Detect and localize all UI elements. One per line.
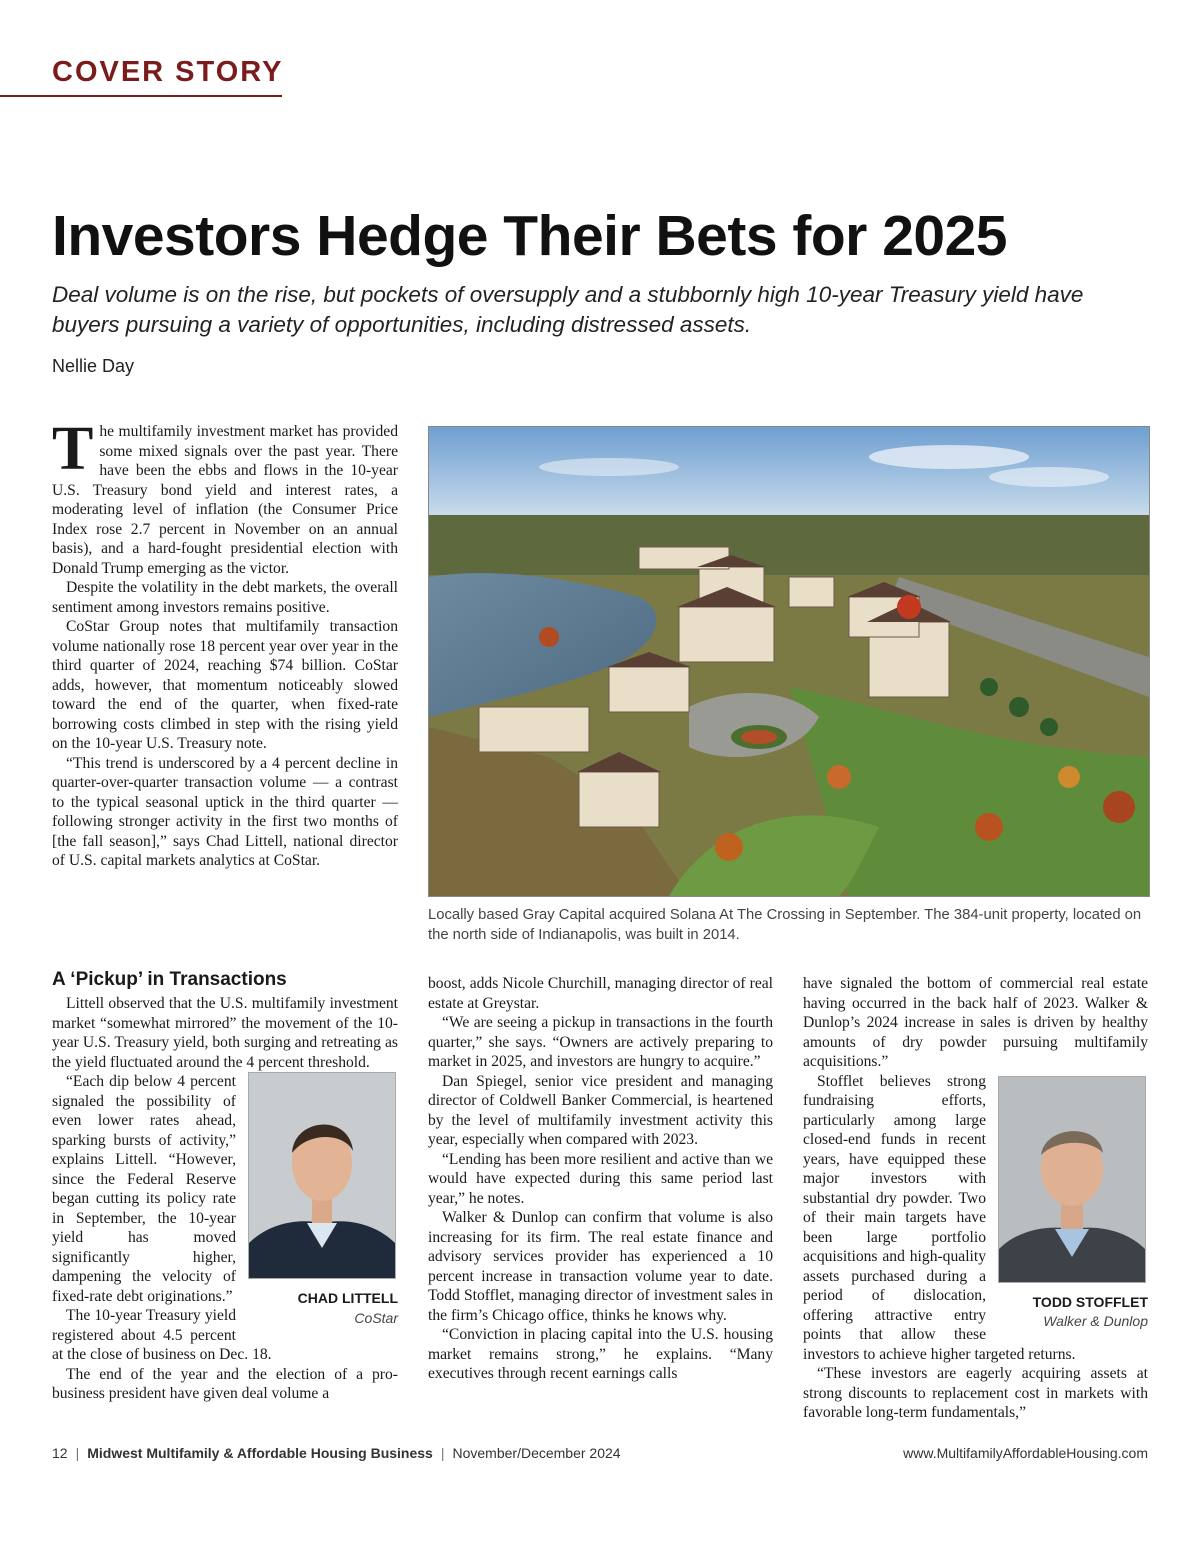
- paragraph: Stofflet believes strong fundraising efforts, particularly among large closed-end funds in recent years, have equipped these major investors with substantial dry powder. Two of their main targets have been large portfolio acquisitions and high-quality assets purchased during a period of dislocation, offering attractive entry points that allow these investors to achieve higher targeted returns.: [803, 1072, 1076, 1363]
- headshot-block-littell: [248, 1072, 398, 1328]
- paragraph: CoStar Group notes that multifamily transaction volume nationally rose 18 percent year over year in the third quarter of 2024, reaching $74 billion. CoStar adds, however, that momentum noticeably slowed toward the end of the quarter, when fixed-rate borrowing costs climbed in step with the rising yield on the 10-year U.S. Treasury note.: [52, 618, 398, 752]
- paragraph: Littell observed that the U.S. multifamily investment market “somewhat mirrored” the movement of the 10-year U.S. Treasury yield, both surging and retreating as the yield fluctuated around the 4 percent threshold.: [52, 995, 398, 1071]
- paragraph: The end of the year and the election of a pro-business president have given deal volume a: [52, 1365, 398, 1402]
- paragraph: “This trend is underscored by a 4 percent decline in quarter-over-quarter transaction volume — a contrast to the typical seasonal uptick in the third quarter — following stronger activity in the first two months of [the fall season],” says Chad Littell, national director of U.S. capital markets analytics at CoStar.: [52, 754, 398, 869]
- paragraph: “Each dip below 4 percent signaled the possibility of even lower rates ahead, sparking bursts of activity,” explains Littell. “However, since the Federal Reserve began cutting its policy rate in September, the 10-year yield has moved significantly higher, dampening the velocity of fixed-rate debt originations.”: [52, 1073, 236, 1305]
- headline: Investors Hedge Their Bets for 2025: [52, 204, 1008, 268]
- headshot-org: CoStar: [354, 1309, 398, 1326]
- byline: Nellie Day: [52, 356, 135, 376]
- headshot-org: Walker & Dunlop: [1043, 1313, 1148, 1329]
- drop-cap: T: [52, 415, 94, 483]
- section-label: COVER STORY: [52, 56, 284, 88]
- paragraph: “These investors are eagerly acquiring assets at strong discounts to replacement cost in markets with favorable long-term fundamentals,”: [803, 1365, 1148, 1421]
- headshot-photo: [248, 1072, 396, 1279]
- paragraph: Walker & Dunlop can confirm that volume is also increasing for its firm. The real estate finance and advisory services provider has experienced a 10 percent increase in transaction volume year to date. Todd Stofflet, managing director of investment sales in the firm’s Chicago office, thinks he knows why.: [428, 1209, 773, 1324]
- footer-url: www.MultifamilyAffordableHousing.com: [903, 1445, 1148, 1461]
- paragraph: “Lending has been more resilient and active than we would have expected during this same period last year,” he notes.: [428, 1150, 773, 1207]
- paragraph: Dan Spiegel, senior vice president and managing director of Coldwell Banker Commercial, is heartened by the level of multifamily investment activity this year, especially when compared with 2023.: [428, 1072, 773, 1148]
- photo-caption: Locally based Gray Capital acquired Solana At The Crossing in September. The 384-unit property, located on the north side of Indianapolis, was built in 2014.: [428, 907, 1142, 943]
- subhead: A ‘Pickup’ in Transactions: [52, 969, 287, 990]
- paragraph: [52, 415, 398, 578]
- headshot-block-stofflet: [998, 1076, 1148, 1332]
- aerial-photo: [428, 426, 1150, 897]
- paragraph: boost, adds Nicole Churchill, managing director of real estate at Greystar.: [428, 975, 773, 1012]
- paragraph-text: he multifamily investment market has provided some mixed signals over the past year. There have been the ebbs and flows in the 10-year U.S. Treasury bond yield and interest rates, a moderating level of inflation (the Consumer Price Index rose 2.7 percent in November on an annual basis), and a hard-fought presidential election with Donald Trump emerging as the victor.: [52, 423, 398, 577]
- paragraph: Despite the volatility in the debt markets, the overall sentiment among investors remains positive.: [52, 579, 398, 616]
- paragraph: The 10-year Treasury yield registered about 4.5 percent at the close of business on Dec. 18.: [52, 1307, 272, 1363]
- headshot-photo: [998, 1076, 1146, 1283]
- headshot-name: CHAD LITTELL: [297, 1290, 398, 1306]
- issue-date: November/December 2024: [452, 1445, 621, 1461]
- footer-left: 12 | Midwest Multifamily & Affordable Housing Business | November/December 2024: [52, 1445, 621, 1461]
- paragraph: “We are seeing a pickup in transactions in the fourth quarter,” she says. “Owners are actively preparing to market in 2025, and investors are hungry to acquire.”: [428, 1014, 773, 1070]
- column-2: [428, 974, 773, 1384]
- paragraph: have signaled the bottom of commercial real estate having occurred in the back half of 2023. Walker & Dunlop’s 2024 increase in sales is driven by healthy amounts of dry powder pursuing multifamily acquisitions.”: [803, 975, 1148, 1070]
- column-1-top: [52, 415, 398, 871]
- page-number: 12: [52, 1445, 68, 1461]
- publication-name: Midwest Multifamily & Affordable Housing Business: [87, 1445, 433, 1461]
- column-3: [803, 974, 1148, 1423]
- deck: Deal volume is on the rise, but pockets of oversupply and a stubbornly high 10-year Treasury yield have buyers pursuing a variety of opportunities, including distressed assets.: [52, 282, 1084, 337]
- paragraph: “Conviction in placing capital into the U.S. housing market remains strong,” he explains. “Many executives through recent earnings calls: [428, 1326, 773, 1382]
- section-rule: [0, 95, 282, 97]
- column-1-bottom: [52, 968, 398, 1404]
- headshot-name: TODD STOFFLET: [1032, 1293, 1148, 1310]
